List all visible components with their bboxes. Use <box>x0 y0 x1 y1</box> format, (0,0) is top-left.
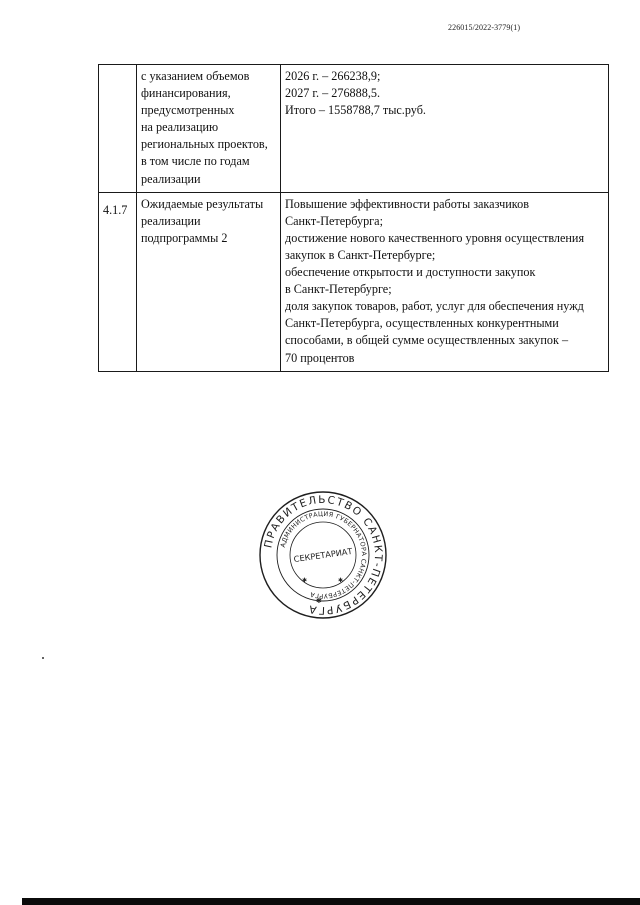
seal-inner-text: АДМИНИСТРАЦИЯ ГУБЕРНАТОРА САНКТ-ПЕТЕРБУРГА <box>278 509 369 601</box>
row-value-cell <box>281 192 609 371</box>
seal-star-icon: ✱ <box>338 577 344 584</box>
row-number: 4.1.7 <box>103 202 128 217</box>
value-line: 70 процентов <box>285 350 355 365</box>
label-line: в том числе по годам <box>141 154 250 169</box>
program-passport-table <box>98 64 609 372</box>
value-line: способами, в общей сумме осуществленных закупок – <box>285 333 569 348</box>
label-line: реализации <box>141 213 201 228</box>
scan-dot <box>42 657 44 659</box>
row-number-cell <box>99 65 137 193</box>
label-line: финансирования, <box>141 86 231 101</box>
value-line: закупок в Санкт-Петербурге; <box>285 247 436 262</box>
label-line: на реализацию <box>141 120 219 135</box>
row-label-cell <box>137 192 281 371</box>
value-line: 2027 г. – 276888,5. <box>285 86 381 101</box>
value-line: Санкт-Петербурга, осуществленных конкурентными <box>285 316 559 331</box>
value-line: Санкт-Петербурга; <box>285 213 383 228</box>
value-line: в Санкт-Петербурге; <box>285 282 392 297</box>
document-registration-number: 226015/2022-3779(1) <box>448 23 521 32</box>
label-line: региональных проектов, <box>141 137 268 152</box>
label-line: с указанием объемов <box>141 69 250 83</box>
value-line: доля закупок товаров, работ, услуг для обеспечения нужд <box>285 299 584 314</box>
row-value-cell <box>281 65 609 193</box>
value-line: 2026 г. – 266238,9; <box>285 69 381 83</box>
scan-edge-bar <box>22 898 640 905</box>
label-line: Ожидаемые результаты <box>141 196 264 211</box>
seal-star-icon: ✱ <box>302 577 308 584</box>
seal-center-text: СЕКРЕТАРИАТ <box>293 545 353 565</box>
seal-outer-text: ПРАВИТЕЛЬСТВО САНКТ-ПЕТЕРБУРГА <box>262 493 385 617</box>
value-line: Повышение эффективности работы заказчиков <box>285 196 529 211</box>
seal-star-icon: ✱ <box>316 597 322 605</box>
table-row <box>99 192 609 371</box>
value-line: Итого – 1558788,7 тыс.руб. <box>285 103 426 118</box>
row-number-cell <box>99 192 137 371</box>
value-line: обеспечение открытости и доступности закупок <box>285 265 536 280</box>
label-line: предусмотренных <box>141 103 235 118</box>
secretariat-seal-stamp <box>258 490 388 620</box>
label-line: подпрограммы 2 <box>141 230 228 245</box>
label-line: реализации <box>141 171 201 186</box>
table-row <box>99 65 609 193</box>
row-label-cell <box>137 65 281 193</box>
value-line: достижение нового качественного уровня осуществления <box>285 230 585 245</box>
